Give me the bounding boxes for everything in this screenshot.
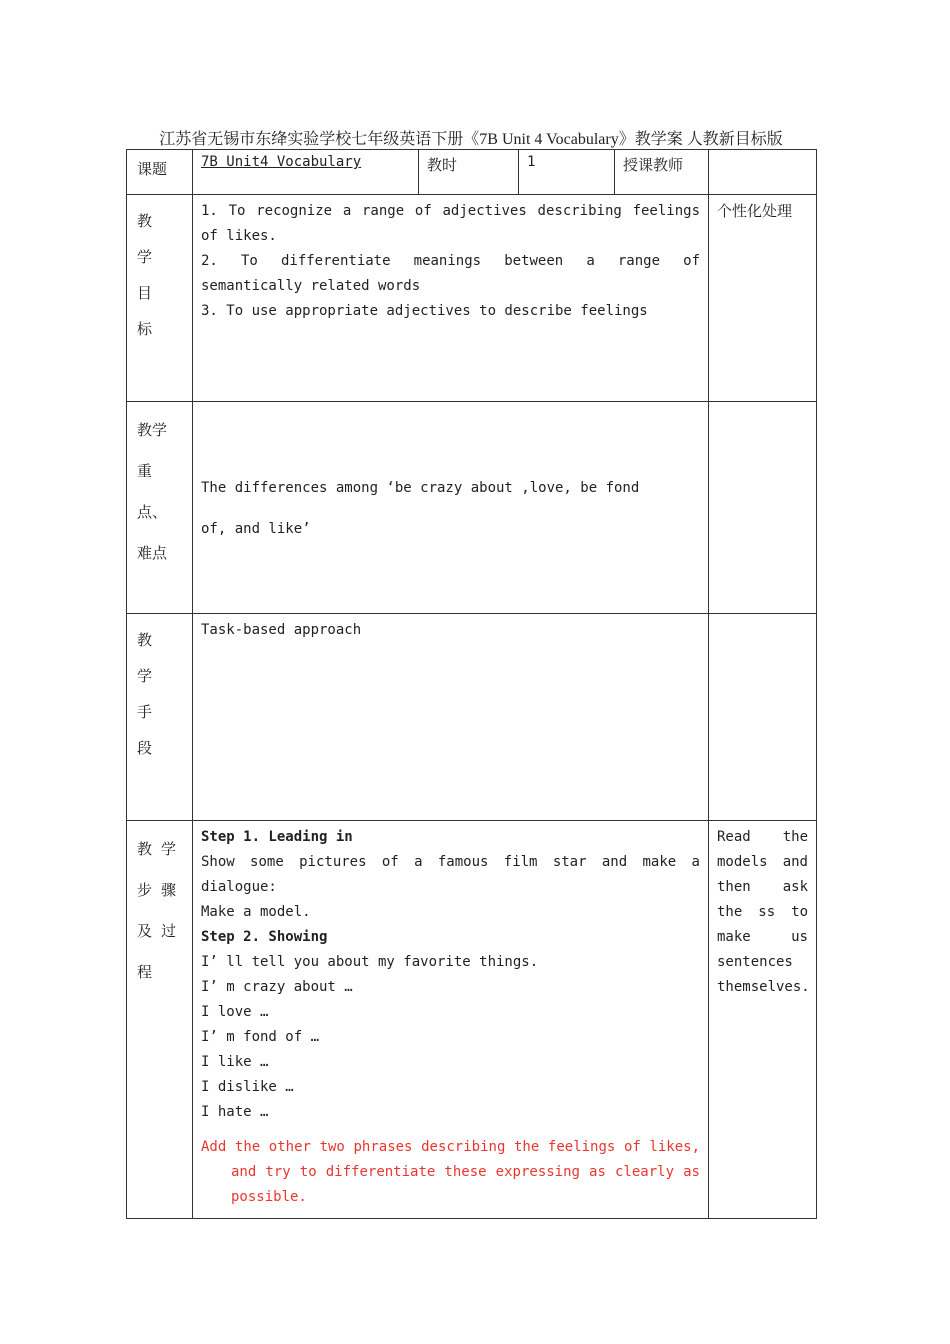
example-line: I’ m fond of … [201, 1029, 320, 1045]
procedure-label: 教 学 步 骤 及 过 程 [127, 821, 193, 1219]
procedure-content [193, 821, 709, 1219]
objective-item: 2. To differentiate meanings between a range of semantically related words [201, 253, 700, 294]
teacher-value [709, 150, 817, 195]
methods-row [127, 614, 817, 821]
lesson-plan-table [126, 149, 817, 1219]
objectives-row [127, 195, 817, 402]
objective-item: 1. To recognize a range of adjectives describing feelings of likes. [201, 203, 700, 244]
personalized-handling-cell [709, 195, 817, 402]
objectives-label: 教 学 目 标 [127, 195, 193, 402]
procedure-side [709, 821, 817, 1219]
teacher-label: 授课教师 [615, 150, 709, 195]
methods-text: Task-based approach [201, 622, 362, 638]
key-points-row [127, 402, 817, 614]
procedure-row [127, 821, 817, 1219]
example-line: I hate … [201, 1104, 269, 1120]
example-line: I’ ll tell you about my favorite things. [201, 954, 539, 970]
key-points-line: of, and like’ [201, 521, 311, 537]
objectives-content [193, 195, 709, 402]
step1-text: Show some pictures of a famous film star and make a dialogue: [201, 854, 700, 895]
step1-title: Step 1. Leading in [201, 829, 353, 845]
example-line: I dislike … [201, 1079, 294, 1095]
example-line: I love … [201, 1004, 269, 1020]
document-title: 江苏省无锡市东绛实验学校七年级英语下册《7B Unit 4 Vocabulary》教学案 人教新目标版 [159, 131, 783, 148]
teacher-side-note: Read the models and then ask the ss to make us sentences themselves. [717, 829, 810, 995]
methods-content [193, 614, 709, 821]
example-line: I’ m crazy about … [201, 979, 353, 995]
step1-model: Make a model. [201, 904, 311, 920]
hours-value: 1 [519, 150, 615, 195]
key-points-content [193, 402, 709, 614]
hours-label: 教时 [419, 150, 519, 195]
key-points-line: The differences among ‘be crazy about ,love, be fond [201, 480, 640, 496]
step2-title: Step 2. Showing [201, 929, 328, 945]
methods-side [709, 614, 817, 821]
topic-label: 课题 [127, 150, 193, 195]
objective-item: 3. To use appropriate adjectives to describe feelings [201, 303, 648, 319]
header-row [127, 150, 817, 195]
personalized-handling-label: 个性化处理 [717, 202, 793, 220]
key-points-side [709, 402, 817, 614]
example-line: I like … [201, 1054, 269, 1070]
red-instruction-note: Add the other two phrases describing the feelings of likes, and try to differentiate these expressing as clearly as possible. [201, 1139, 700, 1205]
topic-value: 7B Unit4 Vocabulary [193, 150, 419, 195]
methods-label: 教 学 手 段 [127, 614, 193, 821]
key-points-label: 教学 重 点、 难点 [127, 402, 193, 614]
